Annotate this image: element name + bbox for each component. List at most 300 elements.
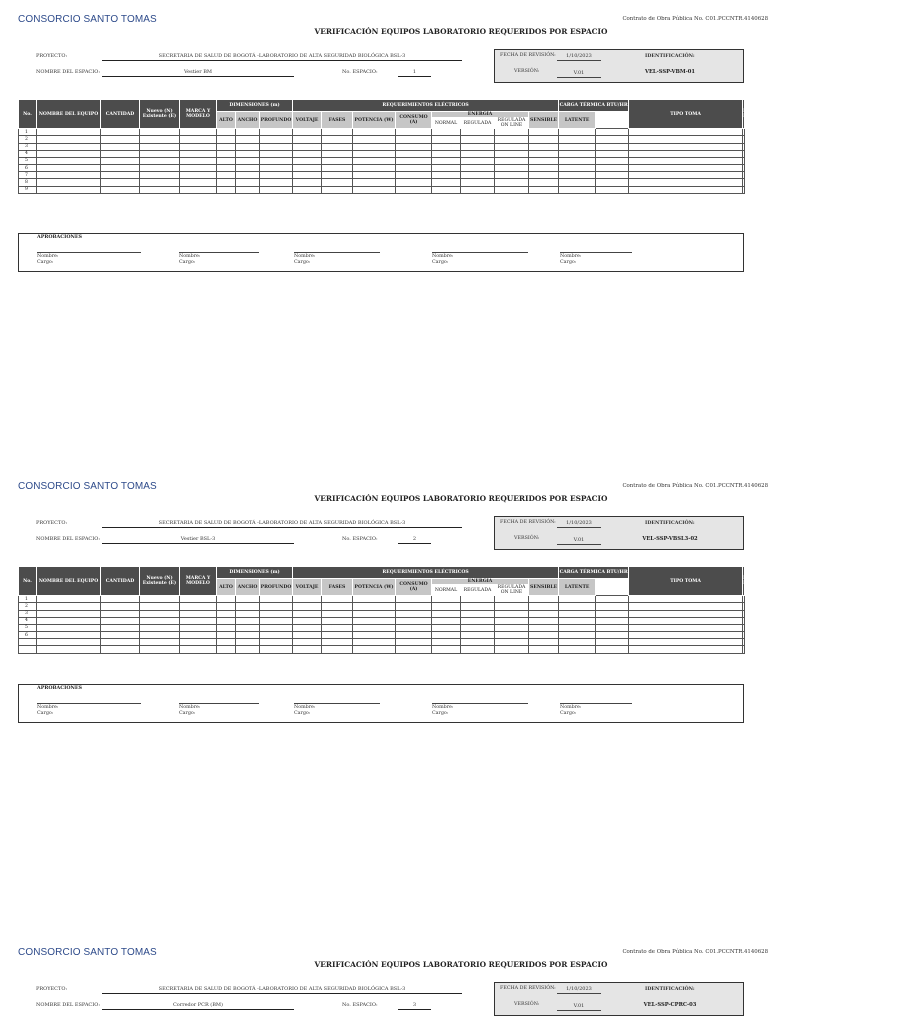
table-cell[interactable] bbox=[529, 617, 559, 624]
table-cell[interactable] bbox=[629, 186, 743, 193]
table-cell[interactable] bbox=[629, 596, 743, 603]
table-cell[interactable] bbox=[461, 603, 495, 610]
table-cell[interactable] bbox=[180, 646, 217, 653]
table-cell[interactable] bbox=[396, 624, 432, 631]
table-cell[interactable] bbox=[353, 179, 396, 186]
table-cell[interactable] bbox=[596, 624, 629, 631]
table-cell[interactable] bbox=[529, 136, 559, 143]
table-cell[interactable] bbox=[432, 617, 461, 624]
table-cell[interactable] bbox=[236, 136, 260, 143]
table-cell[interactable] bbox=[180, 150, 217, 157]
table-cell[interactable] bbox=[180, 639, 217, 646]
table-cell[interactable] bbox=[353, 624, 396, 631]
table-cell[interactable] bbox=[559, 617, 596, 624]
table-cell[interactable] bbox=[140, 603, 180, 610]
table-cell[interactable] bbox=[236, 632, 260, 639]
table-cell[interactable] bbox=[322, 172, 353, 179]
table-cell[interactable] bbox=[461, 129, 495, 136]
table-cell[interactable] bbox=[495, 150, 529, 157]
table-cell[interactable] bbox=[353, 632, 396, 639]
table-cell[interactable] bbox=[743, 603, 745, 610]
table-cell[interactable] bbox=[461, 186, 495, 193]
table-cell[interactable] bbox=[140, 632, 180, 639]
table-cell[interactable] bbox=[260, 646, 293, 653]
table-cell[interactable] bbox=[322, 136, 353, 143]
table-cell[interactable] bbox=[396, 165, 432, 172]
table-cell[interactable] bbox=[461, 157, 495, 164]
table-cell[interactable] bbox=[353, 129, 396, 136]
table-cell[interactable] bbox=[140, 165, 180, 172]
table-cell[interactable] bbox=[432, 136, 461, 143]
table-cell[interactable] bbox=[559, 143, 596, 150]
table-cell[interactable] bbox=[140, 646, 180, 653]
table-cell[interactable] bbox=[140, 172, 180, 179]
table-cell[interactable] bbox=[260, 624, 293, 631]
table-cell[interactable] bbox=[260, 179, 293, 186]
table-cell[interactable] bbox=[101, 157, 140, 164]
table-cell[interactable] bbox=[743, 186, 745, 193]
table-cell[interactable] bbox=[461, 150, 495, 157]
table-cell[interactable] bbox=[495, 143, 529, 150]
table-cell[interactable] bbox=[495, 596, 529, 603]
table-cell[interactable] bbox=[293, 624, 322, 631]
table-cell[interactable] bbox=[432, 172, 461, 179]
table-cell[interactable] bbox=[101, 165, 140, 172]
table-cell[interactable] bbox=[37, 596, 101, 603]
table-cell[interactable] bbox=[217, 186, 236, 193]
table-cell[interactable] bbox=[140, 610, 180, 617]
table-cell[interactable] bbox=[180, 143, 217, 150]
table-cell[interactable] bbox=[596, 646, 629, 653]
table-cell[interactable] bbox=[293, 172, 322, 179]
table-cell[interactable] bbox=[495, 639, 529, 646]
table-cell[interactable] bbox=[260, 186, 293, 193]
table-cell[interactable] bbox=[461, 639, 495, 646]
table-cell[interactable] bbox=[140, 129, 180, 136]
table-cell[interactable] bbox=[236, 610, 260, 617]
table-cell[interactable] bbox=[743, 624, 745, 631]
table-cell[interactable] bbox=[495, 179, 529, 186]
table-cell[interactable] bbox=[236, 179, 260, 186]
table-cell[interactable] bbox=[293, 632, 322, 639]
table-cell[interactable] bbox=[743, 179, 745, 186]
table-cell[interactable] bbox=[140, 596, 180, 603]
table-cell[interactable] bbox=[353, 617, 396, 624]
table-cell[interactable] bbox=[260, 639, 293, 646]
table-cell[interactable] bbox=[180, 617, 217, 624]
table-cell[interactable] bbox=[293, 617, 322, 624]
table-cell[interactable] bbox=[529, 157, 559, 164]
table-cell[interactable] bbox=[529, 179, 559, 186]
table-cell[interactable] bbox=[495, 603, 529, 610]
table-cell[interactable] bbox=[396, 143, 432, 150]
table-cell[interactable] bbox=[217, 150, 236, 157]
table-cell[interactable] bbox=[101, 172, 140, 179]
table-cell[interactable] bbox=[461, 646, 495, 653]
table-cell[interactable] bbox=[559, 639, 596, 646]
table-cell[interactable] bbox=[217, 143, 236, 150]
table-cell[interactable] bbox=[37, 143, 101, 150]
table-cell[interactable] bbox=[101, 129, 140, 136]
table-cell[interactable] bbox=[260, 136, 293, 143]
table-cell[interactable] bbox=[596, 129, 629, 136]
table-cell[interactable] bbox=[180, 186, 217, 193]
table-cell[interactable] bbox=[529, 603, 559, 610]
table-cell[interactable] bbox=[396, 172, 432, 179]
table-cell[interactable] bbox=[432, 186, 461, 193]
table-cell[interactable] bbox=[322, 610, 353, 617]
table-cell[interactable] bbox=[140, 624, 180, 631]
table-cell[interactable] bbox=[559, 186, 596, 193]
table-cell[interactable] bbox=[37, 157, 101, 164]
table-cell[interactable] bbox=[236, 143, 260, 150]
table-cell[interactable] bbox=[495, 157, 529, 164]
table-cell[interactable] bbox=[396, 639, 432, 646]
table-cell[interactable] bbox=[37, 632, 101, 639]
table-cell[interactable] bbox=[529, 165, 559, 172]
table-cell[interactable] bbox=[37, 172, 101, 179]
table-cell[interactable] bbox=[629, 617, 743, 624]
table-cell[interactable] bbox=[743, 172, 745, 179]
table-cell[interactable] bbox=[37, 165, 101, 172]
table-cell[interactable] bbox=[260, 596, 293, 603]
table-cell[interactable] bbox=[322, 157, 353, 164]
table-cell[interactable] bbox=[396, 186, 432, 193]
table-cell[interactable] bbox=[461, 610, 495, 617]
table-cell[interactable] bbox=[260, 610, 293, 617]
table-cell[interactable] bbox=[529, 186, 559, 193]
table-cell[interactable] bbox=[37, 624, 101, 631]
table-cell[interactable] bbox=[293, 639, 322, 646]
table-cell[interactable] bbox=[322, 617, 353, 624]
table-cell[interactable] bbox=[353, 172, 396, 179]
table-cell[interactable] bbox=[236, 165, 260, 172]
table-cell[interactable] bbox=[596, 632, 629, 639]
table-cell[interactable] bbox=[529, 172, 559, 179]
table-cell[interactable] bbox=[559, 129, 596, 136]
table-cell[interactable] bbox=[596, 603, 629, 610]
table-cell[interactable] bbox=[529, 646, 559, 653]
table-cell[interactable] bbox=[432, 157, 461, 164]
table-cell[interactable] bbox=[495, 632, 529, 639]
table-cell[interactable] bbox=[432, 646, 461, 653]
table-cell[interactable] bbox=[461, 596, 495, 603]
table-cell[interactable] bbox=[432, 179, 461, 186]
table-cell[interactable] bbox=[322, 179, 353, 186]
table-cell[interactable] bbox=[559, 136, 596, 143]
table-cell[interactable] bbox=[37, 617, 101, 624]
table-cell[interactable] bbox=[529, 639, 559, 646]
table-cell[interactable] bbox=[180, 136, 217, 143]
table-cell[interactable] bbox=[260, 129, 293, 136]
table-cell[interactable] bbox=[743, 165, 745, 172]
table-cell[interactable] bbox=[529, 610, 559, 617]
table-cell[interactable] bbox=[529, 624, 559, 631]
table-cell[interactable] bbox=[353, 150, 396, 157]
table-cell[interactable] bbox=[495, 646, 529, 653]
table-cell[interactable] bbox=[217, 172, 236, 179]
table-cell[interactable] bbox=[495, 172, 529, 179]
table-cell[interactable] bbox=[37, 150, 101, 157]
table-cell[interactable] bbox=[236, 639, 260, 646]
table-cell[interactable] bbox=[260, 632, 293, 639]
table-cell[interactable] bbox=[559, 172, 596, 179]
table-cell[interactable] bbox=[396, 129, 432, 136]
table-cell[interactable] bbox=[596, 172, 629, 179]
table-cell[interactable] bbox=[529, 632, 559, 639]
table-cell[interactable] bbox=[353, 603, 396, 610]
table-cell[interactable] bbox=[260, 165, 293, 172]
table-cell[interactable] bbox=[236, 596, 260, 603]
table-cell[interactable] bbox=[236, 617, 260, 624]
table-cell[interactable] bbox=[743, 150, 745, 157]
table-cell[interactable] bbox=[217, 136, 236, 143]
table-cell[interactable] bbox=[140, 157, 180, 164]
table-cell[interactable] bbox=[101, 639, 140, 646]
table-cell[interactable] bbox=[353, 165, 396, 172]
table-cell[interactable] bbox=[180, 596, 217, 603]
table-cell[interactable] bbox=[37, 603, 101, 610]
table-cell[interactable] bbox=[293, 186, 322, 193]
table-cell[interactable] bbox=[101, 617, 140, 624]
table-cell[interactable] bbox=[629, 172, 743, 179]
table-cell[interactable] bbox=[353, 646, 396, 653]
table-cell[interactable] bbox=[629, 129, 743, 136]
table-cell[interactable] bbox=[495, 136, 529, 143]
table-cell[interactable] bbox=[322, 165, 353, 172]
table-cell[interactable] bbox=[322, 603, 353, 610]
table-cell[interactable] bbox=[236, 646, 260, 653]
table-cell[interactable] bbox=[236, 129, 260, 136]
table-cell[interactable] bbox=[293, 610, 322, 617]
table-cell[interactable] bbox=[495, 617, 529, 624]
table-cell[interactable] bbox=[180, 157, 217, 164]
table-cell[interactable] bbox=[629, 603, 743, 610]
table-cell[interactable] bbox=[217, 632, 236, 639]
table-cell[interactable] bbox=[260, 172, 293, 179]
table-cell[interactable] bbox=[180, 179, 217, 186]
table-cell[interactable] bbox=[180, 624, 217, 631]
table-cell[interactable] bbox=[743, 596, 745, 603]
table-cell[interactable] bbox=[743, 136, 745, 143]
table-cell[interactable] bbox=[629, 157, 743, 164]
table-cell[interactable] bbox=[353, 596, 396, 603]
table-cell[interactable] bbox=[101, 603, 140, 610]
table-cell[interactable] bbox=[180, 603, 217, 610]
table-cell[interactable] bbox=[217, 129, 236, 136]
table-cell[interactable] bbox=[260, 603, 293, 610]
table-cell[interactable] bbox=[293, 603, 322, 610]
table-cell[interactable] bbox=[596, 617, 629, 624]
table-cell[interactable] bbox=[432, 632, 461, 639]
table-cell[interactable] bbox=[180, 632, 217, 639]
table-cell[interactable] bbox=[322, 129, 353, 136]
table-cell[interactable] bbox=[217, 179, 236, 186]
table-cell[interactable] bbox=[396, 603, 432, 610]
table-cell[interactable] bbox=[596, 596, 629, 603]
table-cell[interactable] bbox=[461, 624, 495, 631]
table-cell[interactable] bbox=[322, 632, 353, 639]
table-cell[interactable] bbox=[461, 143, 495, 150]
table-cell[interactable] bbox=[353, 136, 396, 143]
table-cell[interactable] bbox=[596, 136, 629, 143]
table-cell[interactable] bbox=[217, 165, 236, 172]
table-cell[interactable] bbox=[180, 610, 217, 617]
table-cell[interactable] bbox=[559, 624, 596, 631]
table-cell[interactable] bbox=[432, 603, 461, 610]
table-cell[interactable] bbox=[432, 610, 461, 617]
table-cell[interactable] bbox=[217, 624, 236, 631]
table-cell[interactable] bbox=[293, 596, 322, 603]
table-cell[interactable] bbox=[461, 632, 495, 639]
table-cell[interactable] bbox=[629, 639, 743, 646]
table-cell[interactable] bbox=[101, 136, 140, 143]
table-cell[interactable] bbox=[743, 143, 745, 150]
table-cell[interactable] bbox=[37, 610, 101, 617]
table-cell[interactable] bbox=[559, 632, 596, 639]
table-cell[interactable] bbox=[101, 143, 140, 150]
table-cell[interactable] bbox=[629, 150, 743, 157]
table-cell[interactable] bbox=[293, 179, 322, 186]
table-cell[interactable] bbox=[260, 150, 293, 157]
table-cell[interactable] bbox=[461, 172, 495, 179]
table-cell[interactable] bbox=[217, 646, 236, 653]
table-cell[interactable] bbox=[260, 143, 293, 150]
table-cell[interactable] bbox=[596, 150, 629, 157]
table-cell[interactable] bbox=[236, 186, 260, 193]
table-cell[interactable] bbox=[596, 639, 629, 646]
table-cell[interactable] bbox=[101, 596, 140, 603]
table-cell[interactable] bbox=[37, 129, 101, 136]
table-cell[interactable] bbox=[396, 136, 432, 143]
table-cell[interactable] bbox=[495, 624, 529, 631]
table-cell[interactable] bbox=[217, 617, 236, 624]
table-cell[interactable] bbox=[559, 596, 596, 603]
table-cell[interactable] bbox=[559, 150, 596, 157]
table-cell[interactable] bbox=[140, 639, 180, 646]
table-cell[interactable] bbox=[101, 646, 140, 653]
table-cell[interactable] bbox=[140, 143, 180, 150]
table-cell[interactable] bbox=[559, 603, 596, 610]
table-cell[interactable] bbox=[236, 603, 260, 610]
table-cell[interactable] bbox=[396, 157, 432, 164]
table-cell[interactable] bbox=[495, 186, 529, 193]
table-cell[interactable] bbox=[260, 617, 293, 624]
table-cell[interactable] bbox=[293, 143, 322, 150]
table-cell[interactable] bbox=[529, 150, 559, 157]
table-cell[interactable] bbox=[180, 129, 217, 136]
table-cell[interactable] bbox=[743, 646, 745, 653]
table-cell[interactable] bbox=[495, 129, 529, 136]
table-cell[interactable] bbox=[461, 179, 495, 186]
table-cell[interactable] bbox=[461, 165, 495, 172]
table-cell[interactable] bbox=[743, 157, 745, 164]
table-cell[interactable] bbox=[260, 157, 293, 164]
table-cell[interactable] bbox=[140, 186, 180, 193]
table-cell[interactable] bbox=[432, 596, 461, 603]
table-cell[interactable] bbox=[322, 624, 353, 631]
table-cell[interactable] bbox=[353, 143, 396, 150]
table-cell[interactable] bbox=[559, 646, 596, 653]
table-cell[interactable] bbox=[396, 632, 432, 639]
table-cell[interactable] bbox=[529, 143, 559, 150]
table-cell[interactable] bbox=[432, 150, 461, 157]
table-cell[interactable] bbox=[396, 596, 432, 603]
table-cell[interactable] bbox=[293, 646, 322, 653]
table-cell[interactable] bbox=[236, 624, 260, 631]
table-cell[interactable] bbox=[396, 617, 432, 624]
table-cell[interactable] bbox=[101, 610, 140, 617]
table-cell[interactable] bbox=[495, 610, 529, 617]
table-cell[interactable] bbox=[629, 143, 743, 150]
table-cell[interactable] bbox=[37, 646, 101, 653]
table-cell[interactable] bbox=[629, 646, 743, 653]
table-cell[interactable] bbox=[743, 639, 745, 646]
table-cell[interactable] bbox=[495, 165, 529, 172]
table-cell[interactable] bbox=[596, 165, 629, 172]
table-cell[interactable] bbox=[293, 157, 322, 164]
table-cell[interactable] bbox=[180, 172, 217, 179]
table-cell[interactable] bbox=[322, 143, 353, 150]
table-cell[interactable] bbox=[629, 632, 743, 639]
table-cell[interactable] bbox=[461, 136, 495, 143]
table-cell[interactable] bbox=[217, 639, 236, 646]
table-cell[interactable] bbox=[596, 610, 629, 617]
table-cell[interactable] bbox=[743, 617, 745, 624]
table-cell[interactable] bbox=[101, 624, 140, 631]
table-cell[interactable] bbox=[529, 129, 559, 136]
table-cell[interactable] bbox=[293, 129, 322, 136]
table-cell[interactable] bbox=[559, 157, 596, 164]
table-cell[interactable] bbox=[37, 179, 101, 186]
table-cell[interactable] bbox=[353, 610, 396, 617]
table-cell[interactable] bbox=[293, 165, 322, 172]
table-cell[interactable] bbox=[322, 639, 353, 646]
table-cell[interactable] bbox=[322, 186, 353, 193]
table-cell[interactable] bbox=[217, 610, 236, 617]
table-cell[interactable] bbox=[140, 136, 180, 143]
table-cell[interactable] bbox=[236, 150, 260, 157]
table-cell[interactable] bbox=[559, 179, 596, 186]
table-cell[interactable] bbox=[217, 157, 236, 164]
table-cell[interactable] bbox=[559, 165, 596, 172]
table-cell[interactable] bbox=[396, 179, 432, 186]
table-cell[interactable] bbox=[743, 129, 745, 136]
table-cell[interactable] bbox=[629, 624, 743, 631]
table-cell[interactable] bbox=[432, 624, 461, 631]
table-cell[interactable] bbox=[596, 186, 629, 193]
table-cell[interactable] bbox=[396, 150, 432, 157]
table-cell[interactable] bbox=[293, 136, 322, 143]
table-cell[interactable] bbox=[293, 150, 322, 157]
table-cell[interactable] bbox=[140, 617, 180, 624]
table-cell[interactable] bbox=[322, 596, 353, 603]
table-cell[interactable] bbox=[629, 136, 743, 143]
table-cell[interactable] bbox=[461, 617, 495, 624]
table-cell[interactable] bbox=[217, 603, 236, 610]
table-cell[interactable] bbox=[101, 150, 140, 157]
table-cell[interactable] bbox=[432, 639, 461, 646]
table-cell[interactable] bbox=[559, 610, 596, 617]
table-cell[interactable] bbox=[596, 157, 629, 164]
table-cell[interactable] bbox=[37, 186, 101, 193]
table-cell[interactable] bbox=[236, 172, 260, 179]
table-cell[interactable] bbox=[629, 610, 743, 617]
table-cell[interactable] bbox=[101, 179, 140, 186]
table-cell[interactable] bbox=[629, 179, 743, 186]
table-cell[interactable] bbox=[396, 646, 432, 653]
table-cell[interactable] bbox=[629, 165, 743, 172]
